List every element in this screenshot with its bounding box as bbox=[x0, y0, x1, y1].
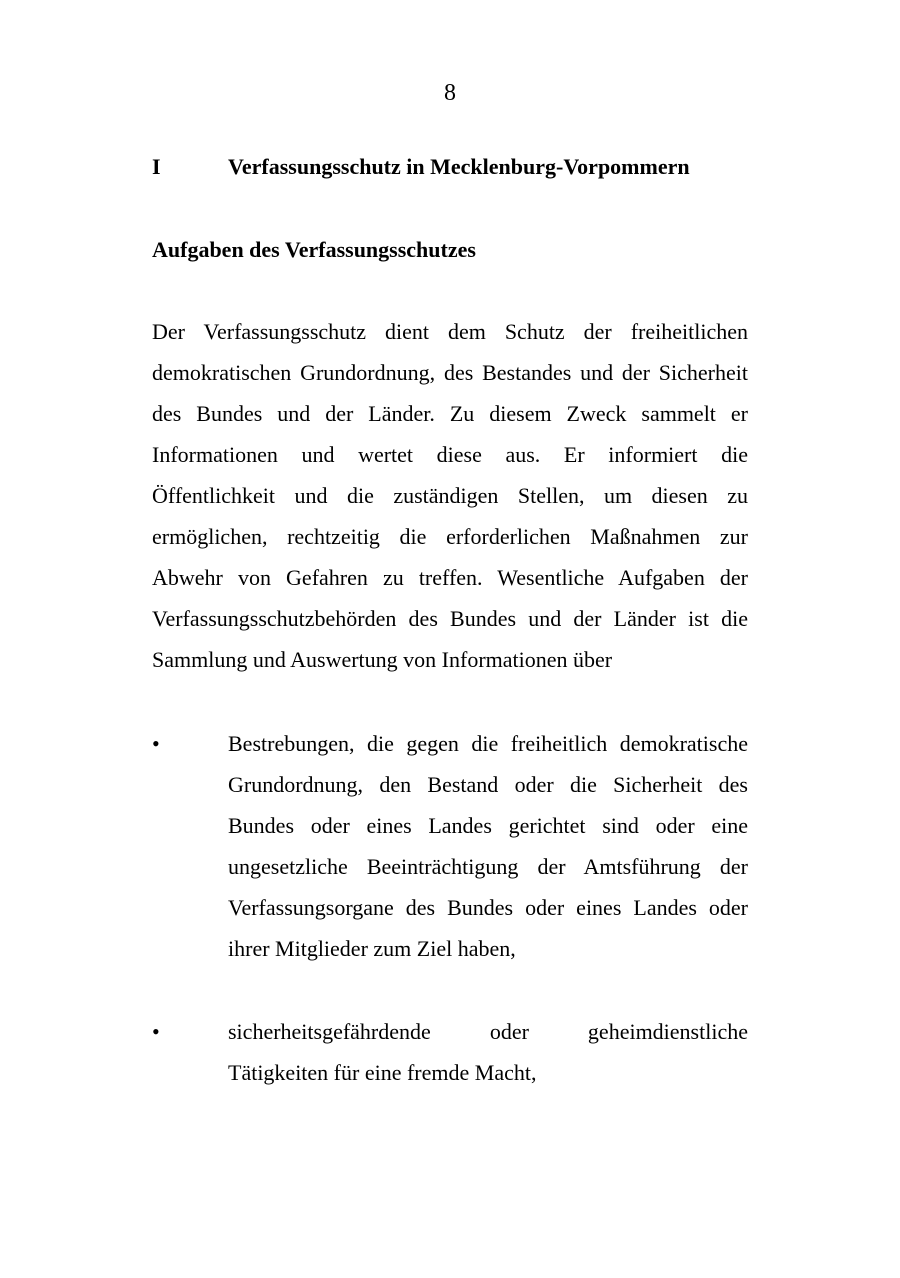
section-heading bbox=[152, 152, 772, 182]
bullet-item bbox=[152, 1011, 748, 1093]
bullet-marker-icon: • bbox=[152, 1019, 160, 1044]
bullet-text-line: sicherheitsgefährdende oder geheimdienstliche bbox=[228, 1019, 748, 1044]
bullet-text: Bestrebungen, die gegen die freiheitlich demokratische Grundordnung, den Bestand oder die Sicherheit des Bundes oder eines Landes gerichtet sind oder eine ungesetzliche Beeinträchtigung der Amtsführung der Verfassungsorgane des Bundes oder eines Landes oder ihrer Mitglieder zum Ziel haben, bbox=[228, 731, 748, 961]
bullet-text-line: Tätigkeiten für eine fremde Macht, bbox=[228, 1060, 537, 1085]
section-title: Verfassungsschutz in Mecklenburg-Vorpommern bbox=[228, 154, 690, 179]
bullet-marker-icon: • bbox=[152, 731, 160, 756]
body-paragraph: Der Verfassungsschutz dient dem Schutz der freiheitlichen demokratischen Grundordnung, des Bestandes und der Sicherheit des Bundes und der Länder. Zu diesem Zweck sammelt er Informationen und wertet diese aus. Er informiert die Öffentlichkeit und die zuständigen Stellen, um diesen zu ermöglichen, rechtzeitig die erforderlichen Maßnahmen zur Abwehr von Gefahren zu treffen. Wesentliche Aufgaben der Verfassungsschutzbehörden des Bundes und der Länder ist die Sammlung und Auswertung von Informationen über bbox=[152, 319, 748, 672]
section-numeral: I bbox=[152, 154, 161, 179]
page-number: 8 bbox=[444, 80, 456, 106]
bullet-item bbox=[152, 723, 748, 969]
bullet-text bbox=[228, 1011, 748, 1093]
subsection-heading: Aufgaben des Verfassungsschutzes bbox=[152, 237, 476, 262]
